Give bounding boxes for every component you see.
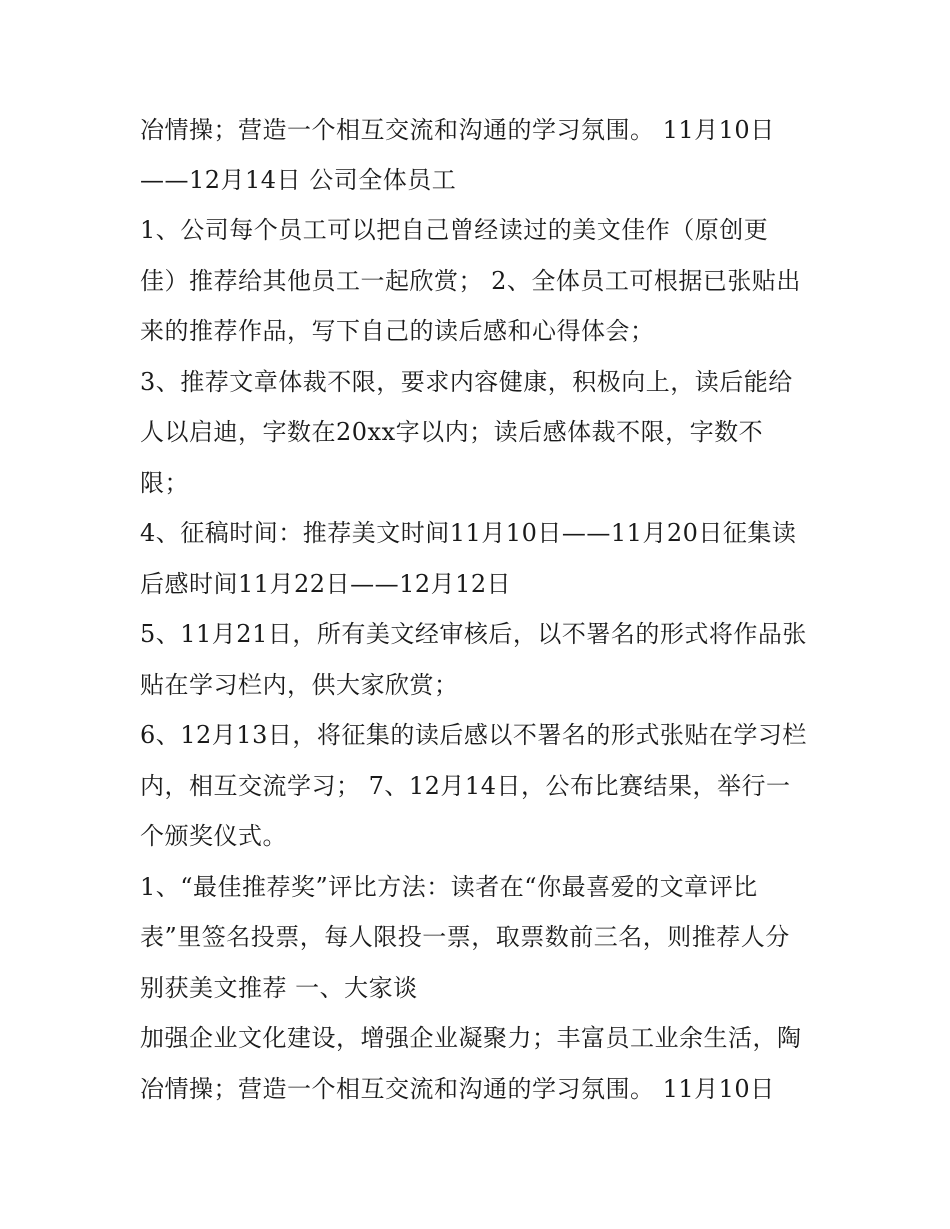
text-line: 贴在学习栏内，供大家欣赏； xyxy=(140,671,459,699)
text-line: 个颁奖仪式。 xyxy=(140,822,287,850)
text-line: 来的推荐作品，写下自己的读后感和心得体会； xyxy=(140,317,655,345)
text-line: 表”里签名投票，每人限投一票，取票数前三名，则推荐人分 xyxy=(140,923,790,951)
text-line: 1、“最佳推荐奖”评比方法：读者在“你最喜爱的文章评比 xyxy=(140,873,758,901)
text-line: 冶情操；营造一个相互交流和沟通的学习氛围。 11月10日 xyxy=(140,1075,775,1103)
text-line: 1、公司每个员工可以把自己曾经读过的美文佳作（原创更 xyxy=(140,216,769,244)
text-line: 后感时间11月22日——12月12日 xyxy=(140,570,512,598)
text-line: 4、征稿时间：推荐美文时间11月10日——11月20日征集读 xyxy=(140,519,797,547)
text-line: ——12月14日 公司全体员工 xyxy=(140,166,457,194)
text-line: 6、12月13日，将征集的读后感以不署名的形式张贴在学习栏 xyxy=(140,721,807,749)
text-line: 5、11月21日，所有美文经审核后，以不署名的形式将作品张 xyxy=(140,620,807,648)
text-line: 佳）推荐给其他员工一起欣赏； 2、全体员工可根据已张贴出 xyxy=(140,267,801,295)
text-line: 加强企业文化建设，增强企业凝聚力；丰富员工业余生活，陶 xyxy=(140,1024,802,1052)
text-line: 冶情操；营造一个相互交流和沟通的学习氛围。 11月10日 xyxy=(140,116,775,144)
text-line: 人以启迪，字数在20xx字以内；读后感体裁不限，字数不 xyxy=(140,418,764,446)
text-line: 限； xyxy=(140,469,189,497)
text-line: 3、推荐文章体裁不限，要求内容健康，积极向上，读后能给 xyxy=(140,368,793,396)
text-line: 别获美文推荐 一、大家谈 xyxy=(140,974,418,1002)
text-line: 内，相互交流学习； 7、12月14日，公布比赛结果，举行一 xyxy=(140,772,791,800)
